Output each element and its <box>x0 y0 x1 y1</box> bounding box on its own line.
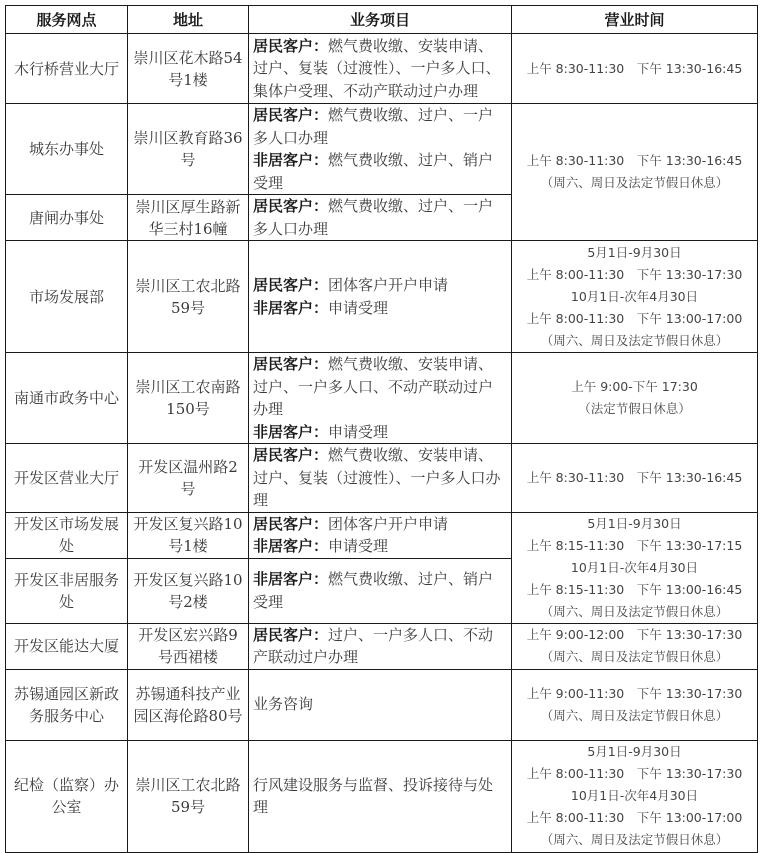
customer-type-label: 非居客户： <box>253 151 329 169</box>
site-name: 唐闸办事处 <box>6 195 128 241</box>
site-address: 崇川区工农北路59号 <box>128 241 249 353</box>
site-services <box>249 104 512 195</box>
hours-note: （周六、周日及法定节假日休息） <box>540 603 729 619</box>
header-services: 业务项目 <box>249 6 512 34</box>
hours-line: 上午 9:00-下午 17:30 <box>571 379 698 394</box>
service-sites-table <box>5 5 758 853</box>
service-line <box>253 274 507 297</box>
service-line <box>253 774 507 819</box>
site-address: 开发区温州路2号 <box>128 444 249 513</box>
service-text: 燃气费收缴、过户、一户多人口办理 <box>253 197 494 238</box>
table-row <box>6 353 758 444</box>
header-hours: 营业时间 <box>512 6 758 34</box>
site-hours <box>512 623 758 669</box>
site-services <box>249 195 512 241</box>
service-text: 团体客户开户申请 <box>328 276 449 294</box>
site-address: 开发区复兴路10号2楼 <box>128 558 249 623</box>
hours-period: 5月1日-9月30日 <box>587 515 682 531</box>
hours-line: 上午 8:00-11:30 下午 13:00-17:00 <box>526 810 743 825</box>
site-hours <box>512 104 758 241</box>
hours-line: 上午 9:00-11:30 下午 13:30-17:30 <box>526 685 743 701</box>
service-sites-table-container <box>5 5 758 853</box>
hours-line: 上午 8:00-11:30 下午 13:00-17:00 <box>526 310 743 326</box>
service-line <box>253 353 507 421</box>
service-line <box>253 195 507 240</box>
service-text: 燃气费收缴、安装申请、过户、复装（过渡性）、一户多人口办理 <box>253 446 501 509</box>
site-hours <box>512 353 758 444</box>
site-services <box>249 34 512 104</box>
site-name: 城东办事处 <box>6 104 128 195</box>
hours-period: 5月1日-9月30日 <box>587 744 682 759</box>
table-row <box>6 104 758 195</box>
table-row <box>6 34 758 104</box>
service-text: 行风建设服务与监督、投诉接待与处理 <box>253 775 494 816</box>
hours-line: 上午 8:30-11:30 下午 13:30-16:45 <box>526 60 743 76</box>
site-hours <box>512 34 758 104</box>
service-text: 过户、一户多人口、不动产联动过户办理 <box>253 625 494 666</box>
service-line <box>253 624 507 669</box>
customer-type-label: 居民客户： <box>253 446 329 464</box>
service-text: 燃气费收缴、安装申请、过户、复装（过渡性）、一户多人口、集体户受理、不动产联动过户办理 <box>253 36 501 100</box>
customer-type-label: 居民客户： <box>253 355 329 373</box>
service-line <box>253 104 507 149</box>
customer-type-label: 居民客户： <box>253 197 329 215</box>
site-name: 开发区市场发展处 <box>6 512 128 558</box>
hours-period: 10月1日-次年4月30日 <box>570 288 699 304</box>
site-address: 崇川区教育路36号 <box>128 104 249 195</box>
site-address: 崇川区花木路54号1楼 <box>128 34 249 104</box>
hours-line: 上午 8:30-11:30 下午 13:30-16:45 <box>526 469 743 485</box>
table-row <box>6 623 758 669</box>
site-name: 南通市政务中心 <box>6 353 128 444</box>
service-text: 燃气费收缴、过户、销户受理 <box>253 151 494 192</box>
site-services <box>249 558 512 623</box>
service-line <box>253 535 507 558</box>
service-text: 燃气费收缴、过户、一户多人口办理 <box>253 106 494 147</box>
service-line <box>253 444 507 512</box>
site-name: 开发区非居服务处 <box>6 558 128 623</box>
site-services <box>249 740 512 852</box>
hours-note: （周六、周日及法定节假日休息） <box>540 832 729 847</box>
hours-period: 10月1日-次年4月30日 <box>570 788 699 803</box>
site-hours <box>512 512 758 623</box>
service-line <box>253 35 507 103</box>
table-row <box>6 740 758 852</box>
service-line <box>253 513 507 536</box>
customer-type-label: 居民客户： <box>253 36 329 55</box>
hours-note: （周六、周日及法定节假日休息） <box>540 175 729 190</box>
customer-type-label: 非居客户： <box>253 570 329 588</box>
site-hours <box>512 241 758 353</box>
service-line <box>253 149 507 194</box>
site-address: 崇川区工农北路59号 <box>128 740 249 852</box>
table-row <box>6 241 758 353</box>
hours-line: 上午 8:30-11:30 下午 13:30-16:45 <box>526 153 743 168</box>
table-row <box>6 444 758 513</box>
hours-line: 上午 8:00-11:30 下午 13:30-17:30 <box>526 266 743 282</box>
site-name: 市场发展部 <box>6 241 128 353</box>
site-address: 开发区宏兴路9号西裙楼 <box>128 623 249 669</box>
service-text: 申请受理 <box>328 537 389 555</box>
site-services <box>249 444 512 513</box>
site-address: 崇川区工农南路150号 <box>128 353 249 444</box>
site-services <box>249 512 512 558</box>
customer-type-label: 非居客户： <box>253 537 329 555</box>
hours-period: 5月1日-9月30日 <box>587 244 682 260</box>
site-services <box>249 623 512 669</box>
site-services <box>249 241 512 353</box>
hours-period: 10月1日-次年4月30日 <box>570 559 699 575</box>
header-address: 地址 <box>128 6 249 34</box>
hours-note: （周六、周日及法定节假日休息） <box>540 649 729 664</box>
site-name: 苏锡通园区新政务服务中心 <box>6 669 128 740</box>
hours-line: 上午 8:15-11:30 下午 13:30-17:15 <box>526 537 743 553</box>
site-address: 开发区复兴路10号1楼 <box>128 512 249 558</box>
site-name: 开发区能达大厦 <box>6 623 128 669</box>
table-row <box>6 512 758 558</box>
header-site: 服务网点 <box>6 6 128 34</box>
hours-line: 上午 9:00-12:00 下午 13:30-17:30 <box>526 627 743 642</box>
service-line <box>253 421 507 444</box>
site-name: 开发区营业大厅 <box>6 444 128 513</box>
site-address: 苏锡通科技产业园区海伦路80号 <box>128 669 249 740</box>
service-line <box>253 568 507 613</box>
hours-note: （周六、周日及法定节假日休息） <box>540 332 729 348</box>
site-hours <box>512 444 758 513</box>
service-text: 燃气费收缴、安装申请、过户、一户多人口、不动产联动过户办理 <box>253 355 494 418</box>
service-text: 团体客户开户申请 <box>328 514 449 533</box>
site-hours <box>512 740 758 852</box>
customer-type-label: 非居客户： <box>253 298 329 317</box>
customer-type-label: 居民客户： <box>253 276 329 294</box>
service-text: 申请受理 <box>328 422 389 441</box>
service-text: 申请受理 <box>328 298 389 317</box>
hours-line: 上午 8:15-11:30 下午 13:00-16:45 <box>526 581 743 597</box>
hours-line: 上午 8:00-11:30 下午 13:30-17:30 <box>526 766 743 781</box>
service-text: 燃气费收缴、过户、销户受理 <box>253 570 494 611</box>
site-services <box>249 353 512 444</box>
hours-note: （法定节假日休息） <box>578 401 691 416</box>
customer-type-label: 非居客户： <box>253 422 329 441</box>
hours-note: （周六、周日及法定节假日休息） <box>540 707 729 723</box>
service-line <box>253 693 507 716</box>
customer-type-label: 居民客户： <box>253 106 329 124</box>
table-row <box>6 669 758 740</box>
service-text: 业务咨询 <box>253 695 314 714</box>
customer-type-label: 居民客户： <box>253 514 329 533</box>
site-hours <box>512 669 758 740</box>
service-line <box>253 297 507 320</box>
site-name: 木行桥营业大厅 <box>6 34 128 104</box>
site-address: 崇川区厚生路新华三村16幢 <box>128 195 249 241</box>
customer-type-label: 居民客户： <box>253 625 329 644</box>
table-header-row <box>6 6 758 34</box>
site-name: 纪检（监察）办公室 <box>6 740 128 852</box>
site-services <box>249 669 512 740</box>
